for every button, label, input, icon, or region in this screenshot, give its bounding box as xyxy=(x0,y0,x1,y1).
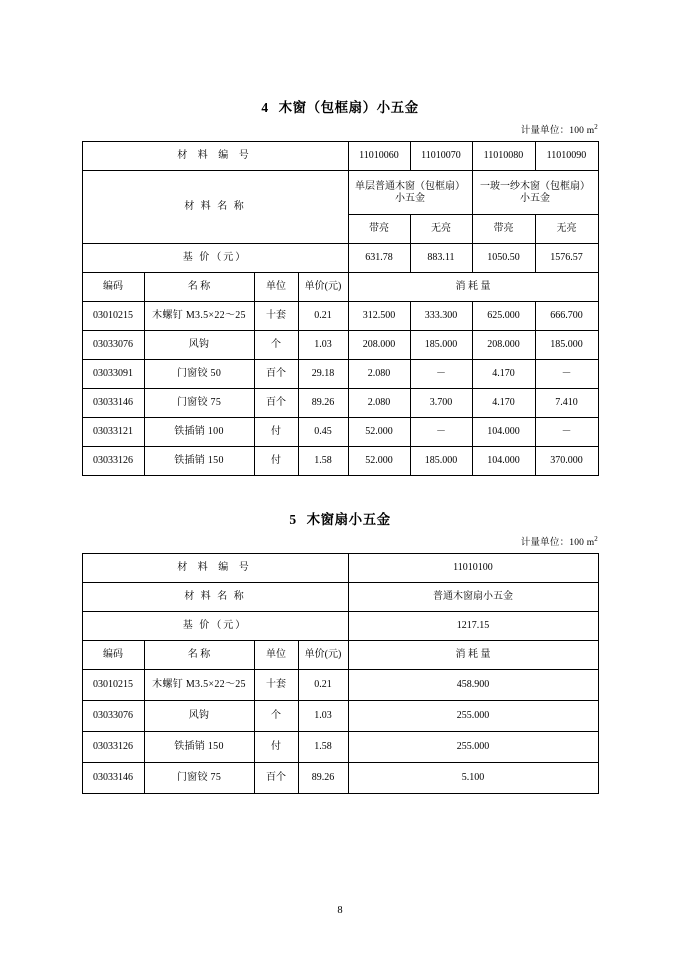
table-row xyxy=(82,670,598,701)
row-name: 门窗铰 75 xyxy=(144,389,254,418)
table-row-material-name xyxy=(82,583,598,612)
row-value-1: 458.900 xyxy=(348,670,598,701)
col-header-name: 名 称 xyxy=(144,641,254,670)
base-price-label: 基 价（元） xyxy=(82,244,348,273)
row-unit: 个 xyxy=(254,331,298,360)
row-value-3: 208.000 xyxy=(472,331,535,360)
row-code: 03010215 xyxy=(82,670,144,701)
table-row xyxy=(82,732,598,763)
row-unit: 付 xyxy=(254,418,298,447)
row-name: 风钩 xyxy=(144,331,254,360)
section-5-number: 5 xyxy=(289,512,297,527)
row-price: 1.58 xyxy=(298,732,348,763)
page-number: 8 xyxy=(337,905,343,916)
material-code-2: 11010070 xyxy=(410,142,472,171)
row-value-2: － xyxy=(410,418,472,447)
section-4-title xyxy=(0,96,680,116)
row-code: 03033126 xyxy=(82,732,144,763)
row-value-3: 4.170 xyxy=(472,360,535,389)
section-5-unit-text: 计量单位：100 m xyxy=(520,538,595,548)
row-code: 03010215 xyxy=(82,302,144,331)
row-value-1: 312.500 xyxy=(348,302,410,331)
row-value-1: 5.100 xyxy=(348,763,598,794)
row-value-1: 52.000 xyxy=(348,447,410,476)
material-subname-2: 无亮 xyxy=(410,215,472,244)
row-name: 铁插销 150 xyxy=(144,732,254,763)
material-group-2: 一玻一纱木窗（包框扇）小五金 xyxy=(472,171,598,215)
row-price: 1.03 xyxy=(298,331,348,360)
row-code: 03033146 xyxy=(82,389,144,418)
base-price-3: 1050.50 xyxy=(472,244,535,273)
row-price: 1.58 xyxy=(298,447,348,476)
row-value-3: 104.000 xyxy=(472,418,535,447)
row-code: 03033146 xyxy=(82,763,144,794)
table-row xyxy=(82,418,598,447)
base-price-4: 1576.57 xyxy=(535,244,598,273)
row-price: 29.18 xyxy=(298,360,348,389)
table-row xyxy=(82,763,598,794)
row-unit: 付 xyxy=(254,447,298,476)
row-value-1: 255.000 xyxy=(348,732,598,763)
section-4-number: 4 xyxy=(261,100,269,115)
section-4-unit-note xyxy=(0,122,680,136)
table-row xyxy=(82,302,598,331)
table-row-column-headers xyxy=(82,641,598,670)
row-price: 89.26 xyxy=(298,389,348,418)
table-row-material-code xyxy=(82,142,598,171)
table-row-material-name xyxy=(82,171,598,215)
material-name-label: 材 料 名 称 xyxy=(82,583,348,612)
base-price-label: 基 价（元） xyxy=(82,612,348,641)
col-header-code: 编码 xyxy=(82,641,144,670)
section-5-unit-sup: 2 xyxy=(594,534,598,543)
section-4-unit-sup: 2 xyxy=(594,122,598,131)
table-row xyxy=(82,447,598,476)
section-4-title-text: 木窗（包框扇）小五金 xyxy=(278,100,419,115)
col-header-price: 单价(元) xyxy=(298,641,348,670)
base-price-1: 631.78 xyxy=(348,244,410,273)
section-5-unit-note xyxy=(0,534,680,548)
row-unit: 十套 xyxy=(254,670,298,701)
row-value-1: 255.000 xyxy=(348,701,598,732)
row-price: 0.45 xyxy=(298,418,348,447)
row-price: 0.21 xyxy=(298,670,348,701)
material-code-label: 材 料 编 号 xyxy=(82,554,348,583)
row-name: 风钩 xyxy=(144,701,254,732)
row-unit: 十套 xyxy=(254,302,298,331)
table-row xyxy=(82,360,598,389)
row-name: 门窗铰 50 xyxy=(144,360,254,389)
row-code: 03033091 xyxy=(82,360,144,389)
row-value-4: 7.410 xyxy=(535,389,598,418)
table-row-column-headers xyxy=(82,273,598,302)
table-row xyxy=(82,701,598,732)
row-value-2: 185.000 xyxy=(410,331,472,360)
table-row-material-code xyxy=(82,554,598,583)
row-value-3: 4.170 xyxy=(472,389,535,418)
row-value-2: － xyxy=(410,360,472,389)
row-value-2: 3.700 xyxy=(410,389,472,418)
row-value-3: 625.000 xyxy=(472,302,535,331)
row-unit: 百个 xyxy=(254,360,298,389)
row-value-4: － xyxy=(535,418,598,447)
row-unit: 个 xyxy=(254,701,298,732)
row-name: 铁插销 150 xyxy=(144,447,254,476)
row-code: 03033121 xyxy=(82,418,144,447)
row-code: 03033126 xyxy=(82,447,144,476)
material-group-1: 普通木窗扇小五金 xyxy=(348,583,598,612)
row-name: 铁插销 100 xyxy=(144,418,254,447)
row-value-4: － xyxy=(535,360,598,389)
section-5-title xyxy=(0,508,680,528)
material-code-1: 11010100 xyxy=(348,554,598,583)
row-name: 木螺钉 M3.5×22～25 xyxy=(144,302,254,331)
table-section-5 xyxy=(82,553,599,794)
row-value-1: 208.000 xyxy=(348,331,410,360)
section-5-title-text: 木窗扇小五金 xyxy=(306,512,391,527)
row-value-1: 2.080 xyxy=(348,360,410,389)
material-subname-3: 带亮 xyxy=(472,215,535,244)
material-name-label: 材 料 名 称 xyxy=(82,171,348,244)
table-section-4 xyxy=(82,141,599,476)
table-row-base-price xyxy=(82,244,598,273)
row-value-2: 333.300 xyxy=(410,302,472,331)
row-value-4: 185.000 xyxy=(535,331,598,360)
row-value-4: 666.700 xyxy=(535,302,598,331)
row-unit: 百个 xyxy=(254,763,298,794)
table-row xyxy=(82,331,598,360)
row-price: 89.26 xyxy=(298,763,348,794)
row-unit: 付 xyxy=(254,732,298,763)
material-code-4: 11010090 xyxy=(535,142,598,171)
col-header-price: 单价(元) xyxy=(298,273,348,302)
row-value-1: 52.000 xyxy=(348,418,410,447)
row-unit: 百个 xyxy=(254,389,298,418)
col-header-consumption: 消 耗 量 xyxy=(348,273,598,302)
row-code: 03033076 xyxy=(82,701,144,732)
section-5 xyxy=(0,508,680,794)
row-price: 1.03 xyxy=(298,701,348,732)
row-value-4: 370.000 xyxy=(535,447,598,476)
row-name: 木螺钉 M3.5×22～25 xyxy=(144,670,254,701)
col-header-unit: 单位 xyxy=(254,273,298,302)
col-header-code: 编码 xyxy=(82,273,144,302)
material-code-label: 材 料 编 号 xyxy=(82,142,348,171)
material-code-3: 11010080 xyxy=(472,142,535,171)
table-row xyxy=(82,389,598,418)
row-value-3: 104.000 xyxy=(472,447,535,476)
col-header-name: 名 称 xyxy=(144,273,254,302)
row-name: 门窗铰 75 xyxy=(144,763,254,794)
base-price-2: 883.11 xyxy=(410,244,472,273)
col-header-consumption: 消 耗 量 xyxy=(348,641,598,670)
row-price: 0.21 xyxy=(298,302,348,331)
material-subname-4: 无亮 xyxy=(535,215,598,244)
material-subname-1: 带亮 xyxy=(348,215,410,244)
row-value-2: 185.000 xyxy=(410,447,472,476)
material-code-1: 11010060 xyxy=(348,142,410,171)
table-row-base-price xyxy=(82,612,598,641)
base-price-1: 1217.15 xyxy=(348,612,598,641)
row-value-1: 2.080 xyxy=(348,389,410,418)
row-code: 03033076 xyxy=(82,331,144,360)
section-4 xyxy=(0,96,680,476)
col-header-unit: 单位 xyxy=(254,641,298,670)
section-4-unit-text: 计量单位：100 m xyxy=(520,126,595,136)
material-group-1: 单层普通木窗（包框扇）小五金 xyxy=(348,171,472,215)
